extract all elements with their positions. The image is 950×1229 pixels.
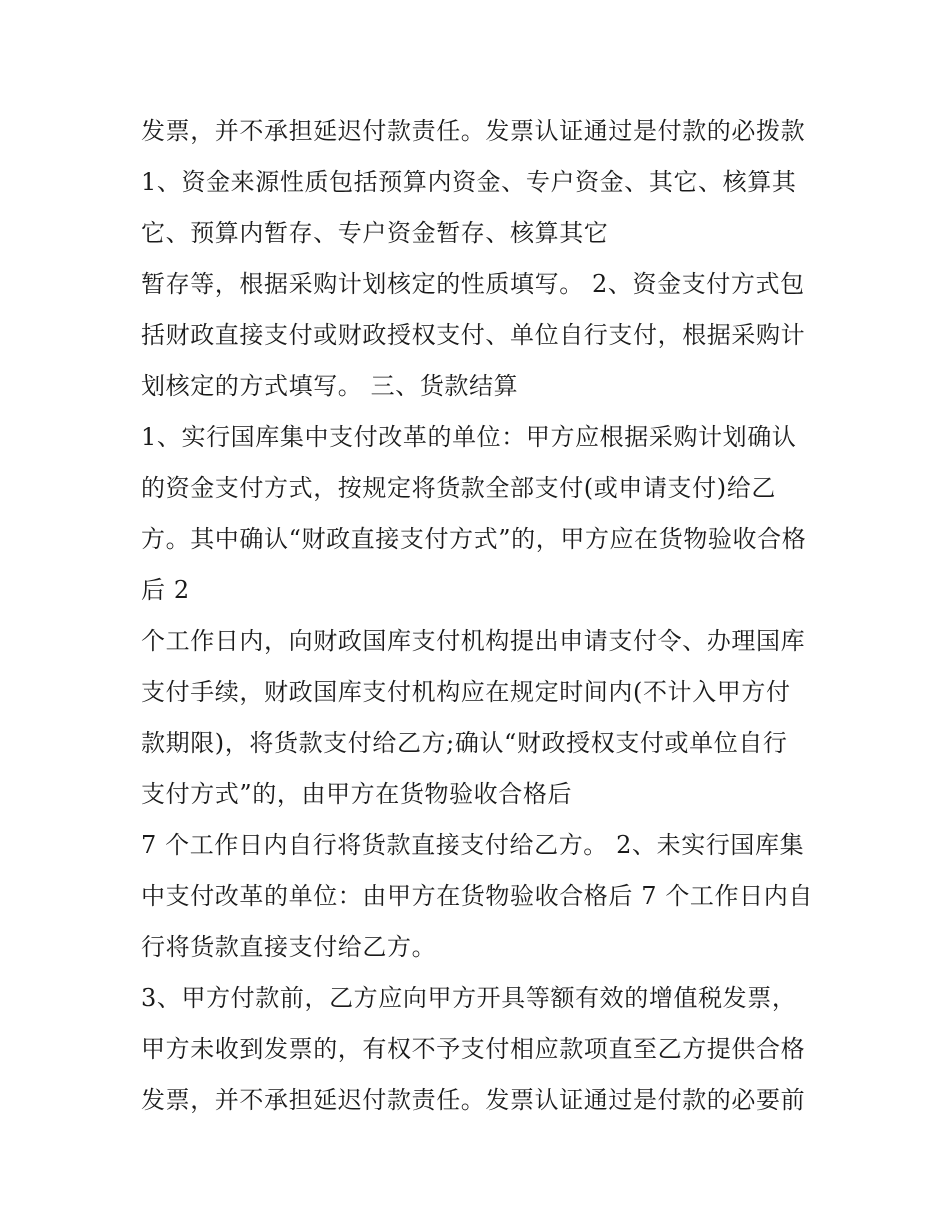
document-body	[141, 106, 841, 1126]
text-line: 行将货款直接支付给乙方。	[141, 933, 437, 961]
text-line: 甲方未收到发票的，有权不予支付相应款项直至乙方提供合格	[141, 1035, 806, 1063]
text-line: 中支付改革的单位：由甲方在货物验收合格后 7 个工作日内自	[141, 882, 813, 910]
text-line: 1、资金来源性质包括预算内资金、专户资金、其它、核算其	[141, 168, 797, 196]
text-line: 发票，并不承担延迟付款责任。发票认证通过是付款的必要前	[141, 1086, 806, 1114]
text-line: 支付方式”的，由甲方在货物验收合格后	[141, 780, 573, 808]
text-line: 暂存等，根据采购计划核定的性质填写。 2、资金支付方式包	[141, 270, 805, 298]
text-line: 括财政直接支付或财政授权支付、单位自行支付，根据采购计	[141, 321, 806, 349]
text-line: 3、甲方付款前，乙方应向甲方开具等额有效的增值税发票，	[141, 984, 797, 1012]
text-line: 它、预算内暂存、专户资金暂存、核算其它	[141, 219, 609, 247]
text-line: 后 2	[141, 576, 190, 604]
text-line: 划核定的方式填写。 三、货款结算	[141, 372, 519, 400]
text-line: 个工作日内，向财政国库支付机构提出申请支付令、办理国库	[141, 627, 806, 655]
text-line: 的资金支付方式，按规定将货款全部支付(或申请支付)给乙	[141, 474, 776, 502]
text-line: 支付手续，财政国库支付机构应在规定时间内(不计入甲方付	[141, 678, 791, 706]
text-line: 7 个工作日内自行将货款直接支付给乙方。 2、未实行国库集	[141, 831, 805, 859]
text-line: 发票，并不承担延迟付款责任。发票认证通过是付款的必拨款	[141, 117, 806, 145]
text-line: 1、实行国库集中支付改革的单位：甲方应根据采购计划确认	[141, 423, 797, 451]
text-line: 款期限)，将货款支付给乙方;确认“财政授权支付或单位自行	[141, 729, 788, 757]
text-line: 方。其中确认“财政直接支付方式”的，甲方应在货物验收合格	[141, 525, 807, 553]
